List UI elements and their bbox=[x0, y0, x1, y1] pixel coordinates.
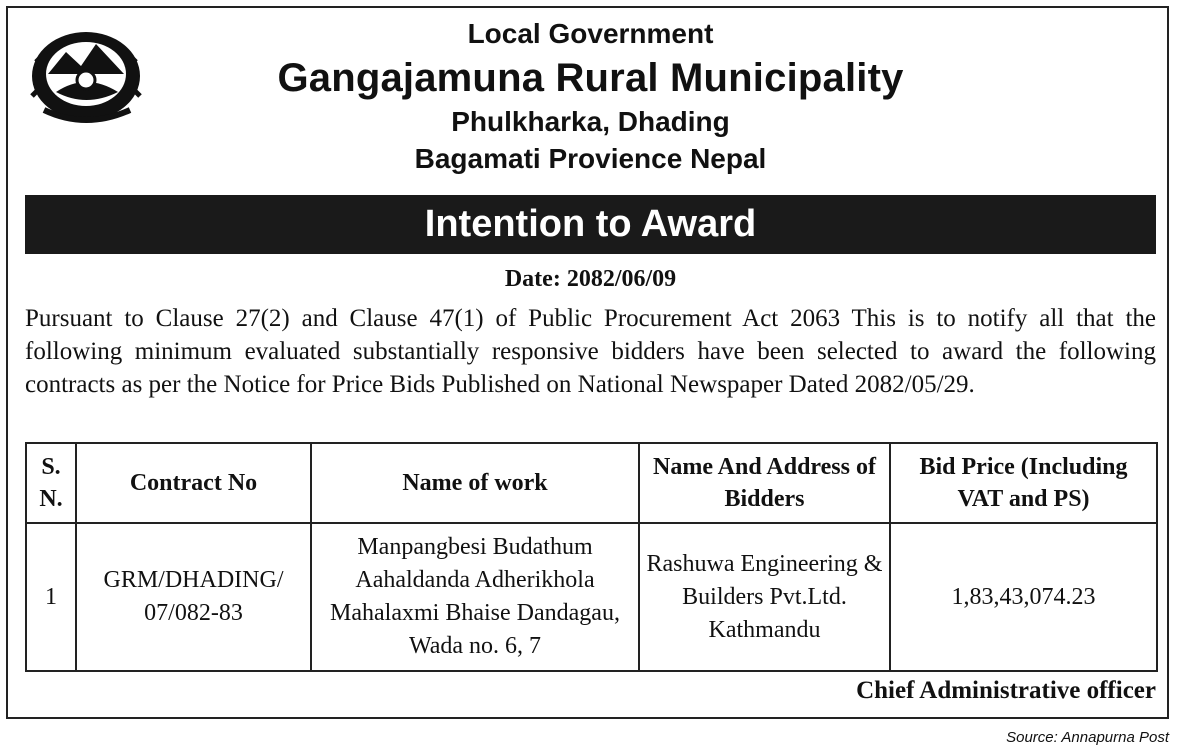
cell-name-of-work: Manpangbesi Budathum Aahaldanda Adherikhola Mahalaxmi Bhaise Dandagau, Wada no. 6, 7 bbox=[311, 523, 639, 671]
cell-bid-price: 1,83,43,074.23 bbox=[890, 523, 1157, 671]
source-credit: Source: Annapurna Post bbox=[1006, 729, 1169, 746]
cell-contract-no: GRM/DHADING/ 07/082-83 bbox=[76, 523, 311, 671]
cell-bidder: Rashuwa Engineering & Builders Pvt.Ltd. Kathmandu bbox=[639, 523, 890, 671]
col-header-bid-price: Bid Price (Including VAT and PS) bbox=[890, 443, 1157, 523]
award-table bbox=[25, 442, 1158, 672]
col-header-bidder: Name And Address of Bidders bbox=[639, 443, 890, 523]
signatory: Chief Administrative officer bbox=[856, 677, 1156, 704]
notice-title-banner: Intention to Award bbox=[25, 195, 1156, 254]
municipality-address: Phulkharka, Dhading bbox=[451, 106, 730, 137]
municipality-province: Bagamati Provience Nepal bbox=[414, 143, 767, 174]
col-header-sn: S. N. bbox=[26, 443, 76, 523]
cell-sn: 1 bbox=[26, 523, 76, 671]
col-header-name-of-work: Name of work bbox=[311, 443, 639, 523]
table-row bbox=[26, 523, 1157, 671]
table-header-row bbox=[26, 443, 1157, 523]
municipality-name: Gangajamuna Rural Municipality bbox=[277, 56, 904, 100]
header-line-local-government: Local Government bbox=[467, 18, 714, 49]
col-header-contract-no: Contract No bbox=[76, 443, 311, 523]
notice-body: Pursuant to Clause 27(2) and Clause 47(1) of Public Procurement Act 2063 This is to notify all that the following minimum evaluated substantially responsive bidders have been selected to award the following contracts as per the Notice for Price Bids Published on National Newspaper Dated 2082/05/29. bbox=[25, 305, 1156, 398]
notice-date: Date: 2082/06/09 bbox=[504, 266, 677, 292]
